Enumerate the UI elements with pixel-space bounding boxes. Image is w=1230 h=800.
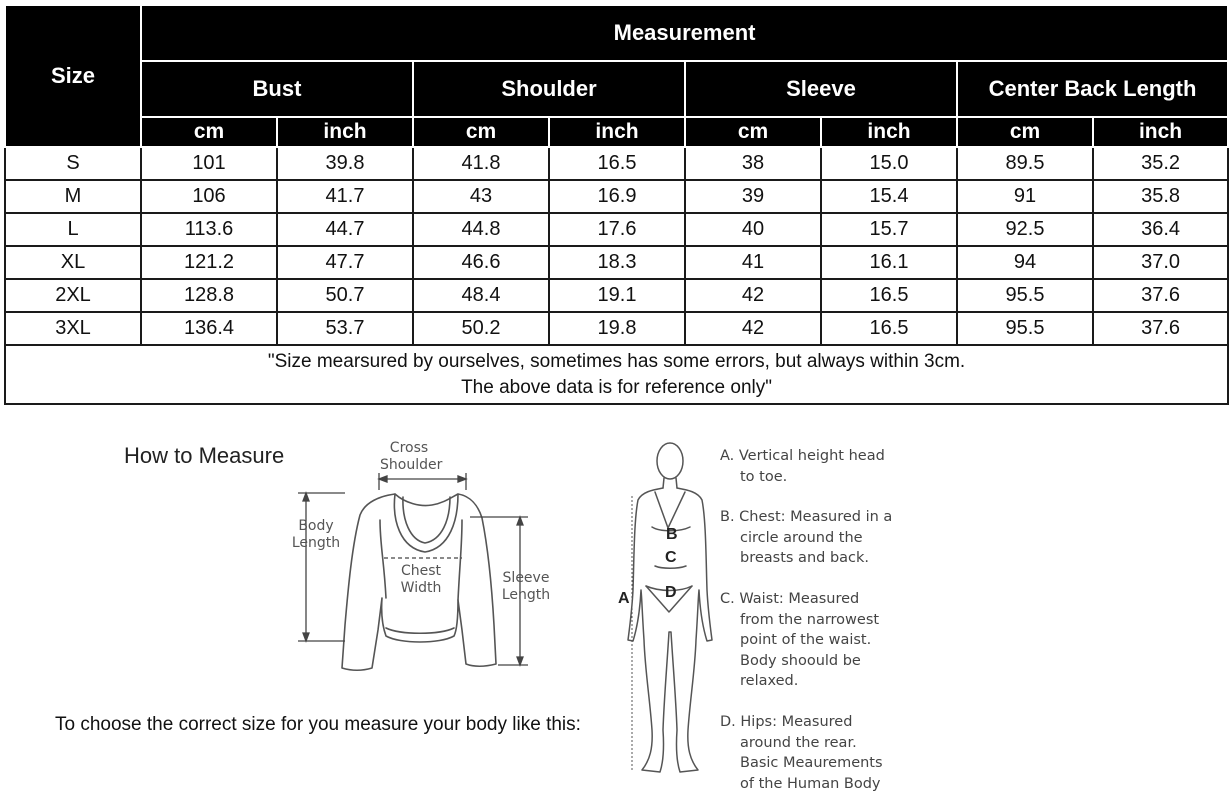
table-cell: 16.1 xyxy=(821,246,957,279)
marker-d: D xyxy=(665,584,677,601)
unit-header: inch xyxy=(549,117,685,147)
size-cell: 3XL xyxy=(5,312,141,345)
table-cell: 50.7 xyxy=(277,279,413,312)
table-cell: 16.5 xyxy=(821,312,957,345)
unit-header: cm xyxy=(141,117,277,147)
table-cell: 44.8 xyxy=(413,213,549,246)
table-cell: 40 xyxy=(685,213,821,246)
center-back-length-header: Center Back Length xyxy=(957,61,1228,117)
table-cell: 121.2 xyxy=(141,246,277,279)
table-cell: 113.6 xyxy=(141,213,277,246)
table-cell: 53.7 xyxy=(277,312,413,345)
sleeve-length-label: Sleeve Length xyxy=(501,570,551,603)
chest-width-label: Chest Width xyxy=(400,563,442,596)
table-cell: 37.0 xyxy=(1093,246,1228,279)
table-cell: 95.5 xyxy=(957,279,1093,312)
table-cell: 101 xyxy=(141,147,277,180)
table-cell: 16.5 xyxy=(549,147,685,180)
table-cell: 46.6 xyxy=(413,246,549,279)
table-cell: 41.7 xyxy=(277,180,413,213)
table-cell: 18.3 xyxy=(549,246,685,279)
description-d: D. Hips: Measured around the rear. Basic Meaurements of the Human Body xyxy=(720,714,883,792)
description-b: B. Chest: Measured in a circle around the breasts and back. xyxy=(720,509,893,566)
table-cell: 35.2 xyxy=(1093,147,1228,180)
table-cell: 19.1 xyxy=(549,279,685,312)
how-to-measure-title: How to Measure xyxy=(124,443,285,468)
table-cell: 47.7 xyxy=(277,246,413,279)
note-line: "Size mearsured by ourselves, sometimes has some errors, but always within 3cm. xyxy=(267,350,966,372)
description-c: C. Waist: Measured from the narrowest point of the waist. Body shoould be relaxed. xyxy=(720,591,880,689)
table-cell: 39 xyxy=(685,180,821,213)
table-cell: 128.8 xyxy=(141,279,277,312)
table-cell: 43 xyxy=(413,180,549,213)
marker-c: C xyxy=(665,549,677,566)
table-cell: 136.4 xyxy=(141,312,277,345)
marker-a: A xyxy=(618,590,630,607)
table-cell: 48.4 xyxy=(413,279,549,312)
table-cell: 106 xyxy=(141,180,277,213)
size-cell: S xyxy=(5,147,141,180)
cross-shoulder-label: Cross Shoulder xyxy=(380,440,443,473)
table-cell: 16.9 xyxy=(549,180,685,213)
table-cell: 39.8 xyxy=(277,147,413,180)
table-cell: 19.8 xyxy=(549,312,685,345)
measurement-header: Measurement xyxy=(141,5,1228,61)
table-cell: 42 xyxy=(685,312,821,345)
figure-head xyxy=(657,443,683,479)
unit-header: cm xyxy=(413,117,549,147)
unit-header: cm xyxy=(685,117,821,147)
table-cell: 38 xyxy=(685,147,821,180)
sleeve-header: Sleeve xyxy=(685,61,957,117)
table-cell: 15.7 xyxy=(821,213,957,246)
table-cell: 37.6 xyxy=(1093,312,1228,345)
note-line: The above data is for reference only" xyxy=(461,376,772,398)
table-cell: 89.5 xyxy=(957,147,1093,180)
table-cell: 36.4 xyxy=(1093,213,1228,246)
unit-header: inch xyxy=(821,117,957,147)
size-header: Size xyxy=(5,5,141,147)
table-cell: 17.6 xyxy=(549,213,685,246)
choose-size-instruction: To choose the correct size for you measure your body like this: xyxy=(55,714,581,735)
size-cell: L xyxy=(5,213,141,246)
size-cell: M xyxy=(5,180,141,213)
size-cell: 2XL xyxy=(5,279,141,312)
table-cell: 41.8 xyxy=(413,147,549,180)
body-length-label: Body Length xyxy=(291,518,341,551)
unit-header: inch xyxy=(1093,117,1228,147)
description-a: A. Vertical height head to toe. xyxy=(720,448,885,485)
table-cell: 35.8 xyxy=(1093,180,1228,213)
table-cell: 15.4 xyxy=(821,180,957,213)
shoulder-header: Shoulder xyxy=(413,61,685,117)
table-cell: 95.5 xyxy=(957,312,1093,345)
table-cell: 94 xyxy=(957,246,1093,279)
table-cell: 37.6 xyxy=(1093,279,1228,312)
table-cell: 15.0 xyxy=(821,147,957,180)
size-cell: XL xyxy=(5,246,141,279)
table-cell: 92.5 xyxy=(957,213,1093,246)
unit-header: cm xyxy=(957,117,1093,147)
bust-header: Bust xyxy=(141,61,413,117)
table-cell: 16.5 xyxy=(821,279,957,312)
marker-b: B xyxy=(666,526,678,543)
table-cell: 50.2 xyxy=(413,312,549,345)
table-cell: 41 xyxy=(685,246,821,279)
table-cell: 44.7 xyxy=(277,213,413,246)
table-cell: 91 xyxy=(957,180,1093,213)
table-cell: 42 xyxy=(685,279,821,312)
unit-header: inch xyxy=(277,117,413,147)
